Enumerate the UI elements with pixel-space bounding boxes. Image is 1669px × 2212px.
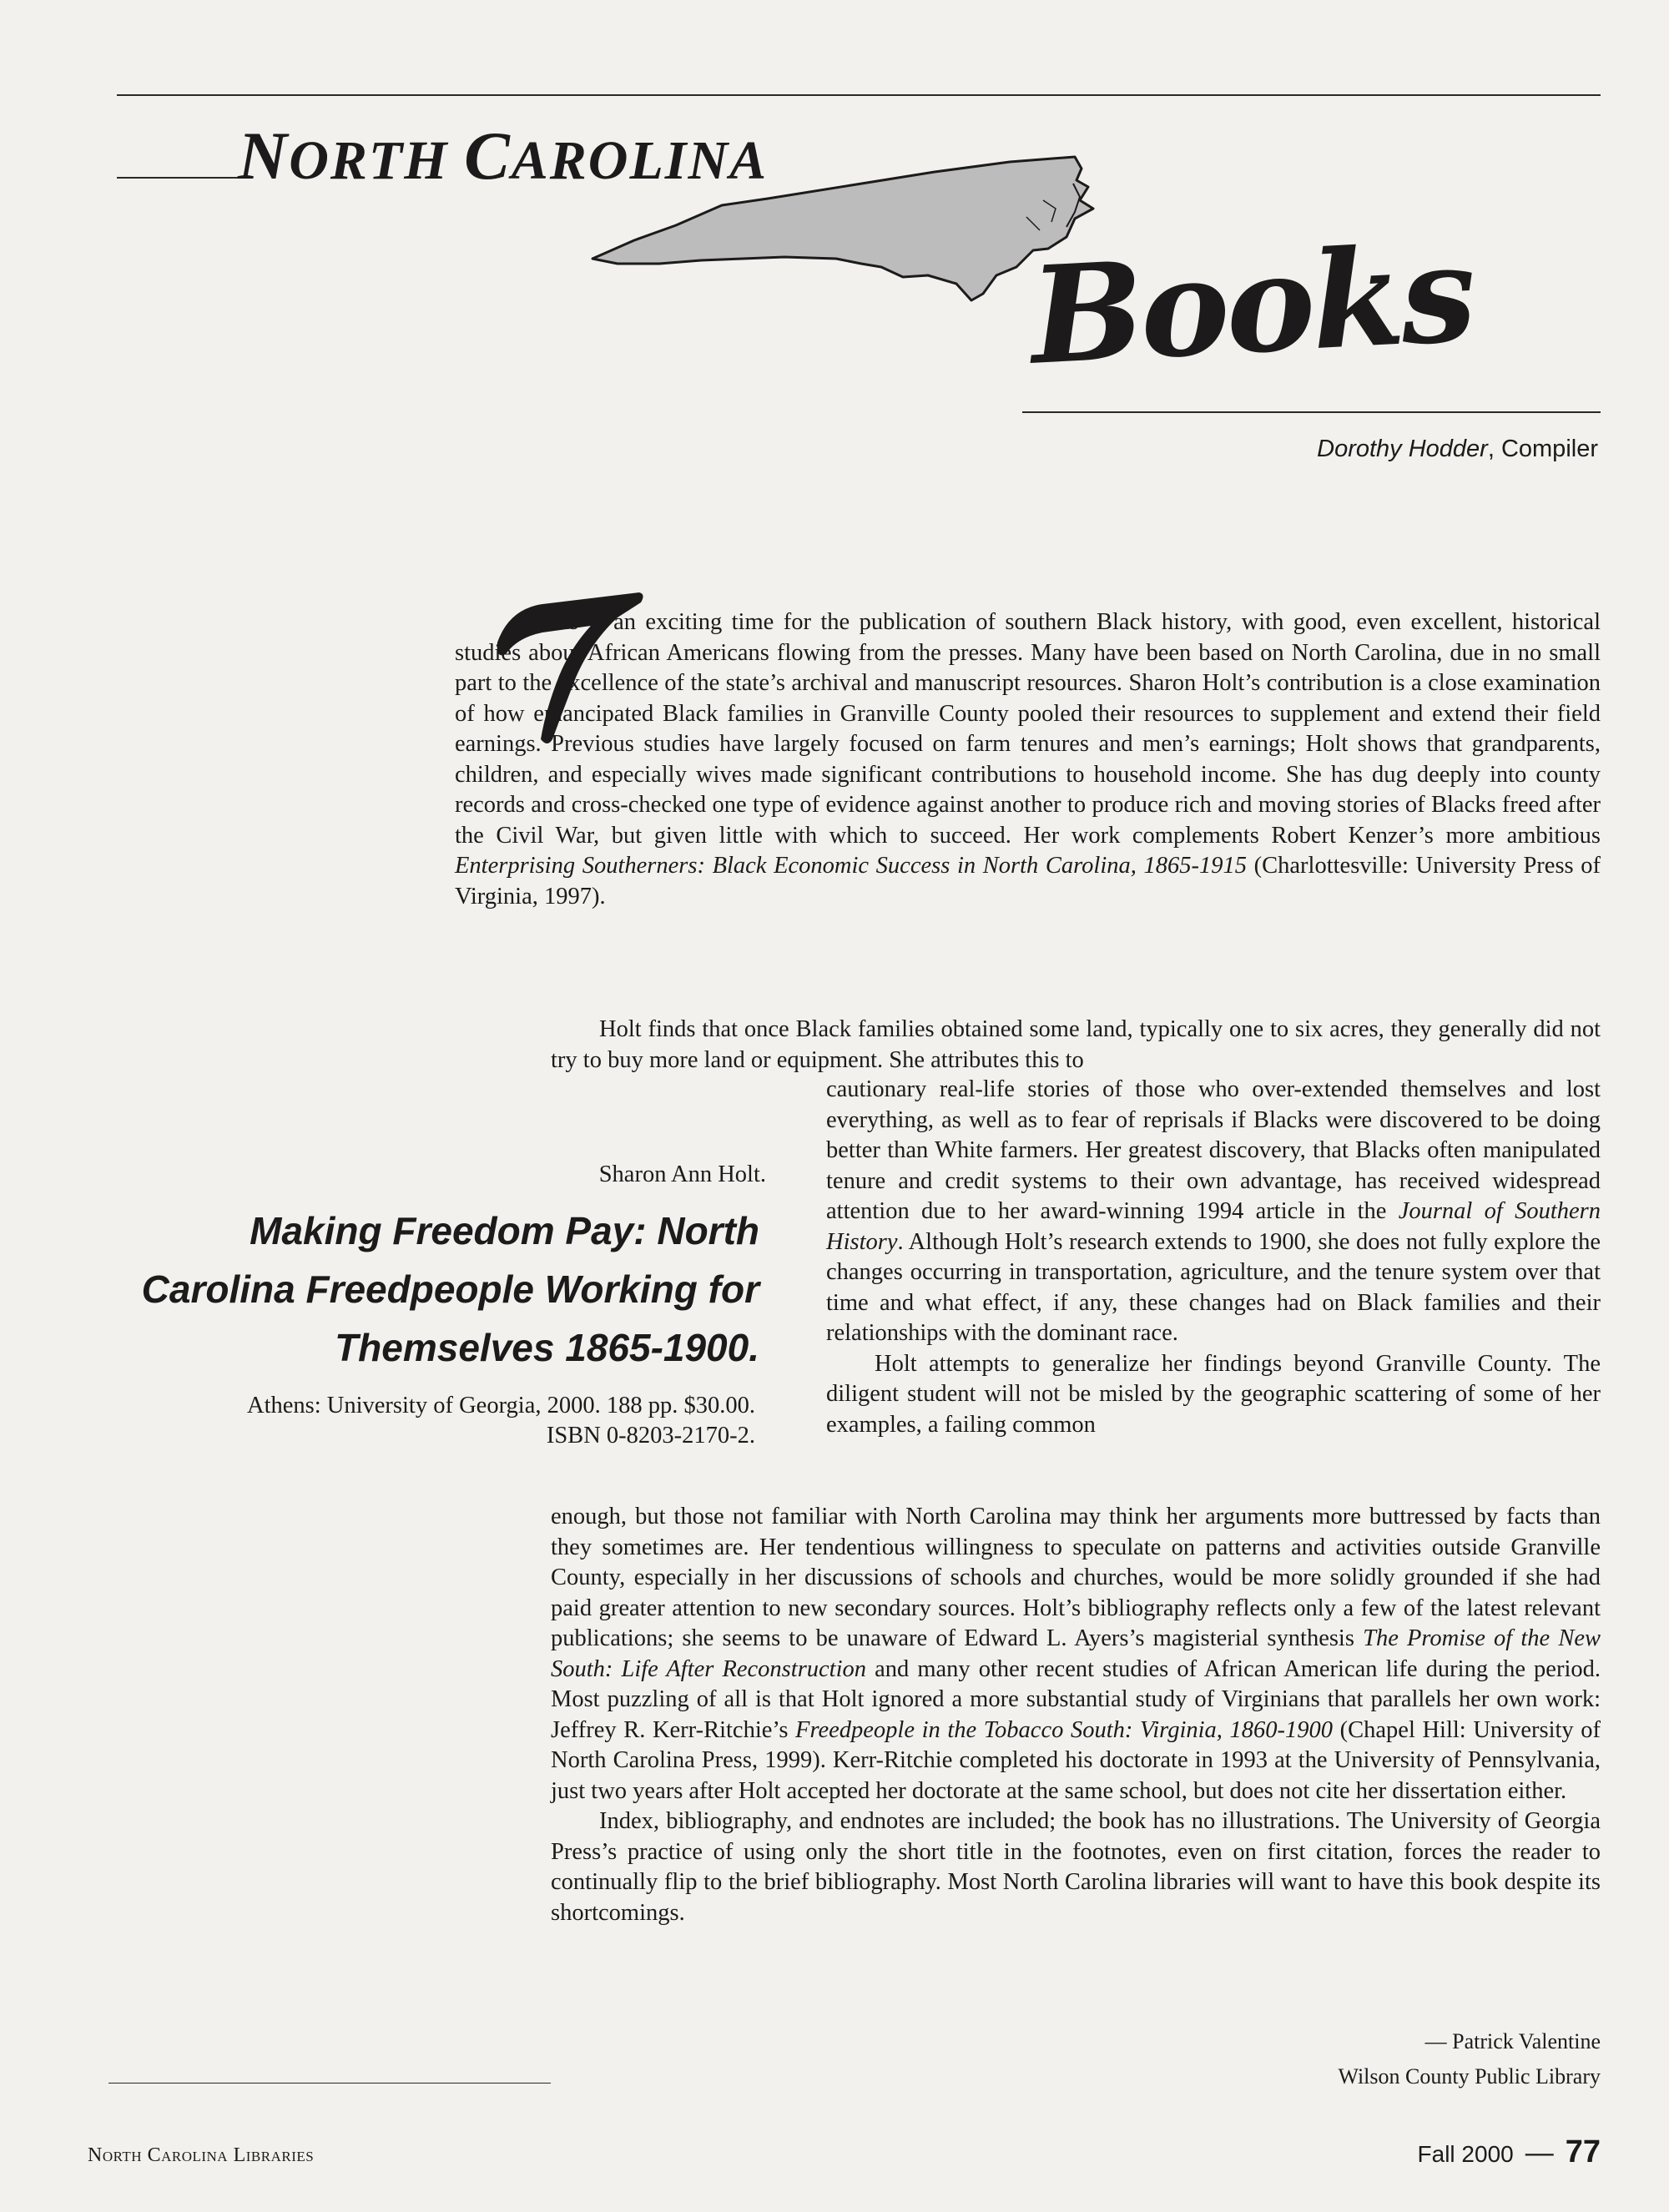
masthead-title: NORTH CAROLINA — [238, 118, 769, 194]
review-p4: Index, bibliography, and endnotes are included; the book has no illustrations. The University of Georgia Press’s practice of using only the short title in the footnotes, even on first citation, forces the reader to continually flip to the brief bibliography. Most North Carolina libraries will want to have this book despite its shortcomings. — [551, 1808, 1601, 1926]
review-right-column — [826, 1075, 1601, 1440]
publication-info — [247, 1391, 755, 1451]
book-title-line-2: Carolina Freedpeople Working for — [141, 1267, 759, 1311]
compiler-name: Dorothy Hodder — [1317, 436, 1488, 462]
reviewer-name: — Patrick Valentine — [1424, 2029, 1601, 2053]
footer-dash: — — [1525, 2137, 1554, 2169]
review-p3-cited-title-a: The Promise of the New South: Life After Reconstruction — [551, 1625, 1601, 1682]
publication-line-1: Athens: University of Georgia, 2000. 188 pp. $30.00. — [247, 1393, 755, 1418]
review-p2-journal: Journal of Southern History — [826, 1198, 1601, 1255]
review-p3-cited-title-b: Freedpeople in the Tobacco South: Virginia, 1860-1900 — [795, 1716, 1334, 1743]
review-p3-c: (Chapel Hill: University of North Carolina Press, 1999). Kerr-Ritchie completed his doctorate in 1993 at the University of Pennsylvania, just two years after Holt accepted her doctorate at the same school, but does not cite her dissertation either. — [551, 1716, 1601, 1804]
top-rule — [117, 94, 1601, 96]
compiler-role: , Compiler — [1487, 436, 1598, 462]
footer-journal-name: North Carolina Libraries — [88, 2144, 315, 2166]
review-p1-lead: his is an exciting time for the publication of southern Black history, with good, even excellent, historical studies about African Americans flowing from the presses. Many have been based on North Carolina, due in no small part to the excellence of the state’s archival and manuscript resources. Sharon Holt’s contribution is a close examination of how emancipated Black families in Granville County pooled their resources to supplement and extend their field earnings. Previous studies have largely focused on farm tenures and men’s earnings; Holt shows that grandparents, children, and especially wives made significant contributions to household income. She has dug deeply into county records and cross-checked one type of evidence against another to produce rich and moving stories of Blacks freed after the Civil War, but given little with which to succeed. Her work complements Robert Kenzer’s more ambitious — [455, 609, 1601, 849]
review-paragraph-3-4 — [551, 1502, 1601, 1928]
masthead-bottom-rule — [1022, 411, 1601, 413]
review-paragraph-2-start — [551, 1015, 1601, 1076]
review-p2-col-b: . Although Holt’s research extends to 1900, she does not fully explore the changes occurring in transportation, agriculture, and the tenure system over that time and what effect, if any, these changes had on Black families and their relationships with the dominant race. — [826, 1228, 1601, 1346]
book-title — [79, 1202, 759, 1377]
book-title-line-3: Themselves 1865-1900. — [335, 1326, 759, 1369]
review-p3-b: and many other recent studies of African American life during the period. Most puzzling of all is that Holt ignored a more substantial study of Virginians that parallels her own work: Jeffrey R. Kerr-Ritchie’s — [551, 1655, 1601, 1743]
review-p2-full-width: Holt finds that once Black families obtained some land, typically one to six acres, they generally did not try to buy more land or equipment. She attributes this to — [551, 1016, 1601, 1073]
sidebar-bottom-rule — [108, 2083, 551, 2084]
review-paragraph-1 — [455, 607, 1601, 912]
publication-isbn: ISBN 0-8203-2170-2. — [546, 1423, 755, 1449]
footer-issue: Fall 2000 — [1417, 2141, 1514, 2167]
review-p1-tail: (Charlottesville: University Press of Virginia, 1997). — [455, 853, 1601, 909]
book-author: Sharon Ann Holt. — [598, 1161, 766, 1187]
review-p3-col: Holt attempts to generalize her findings beyond Granville County. The diligent student will not be misled by the geographic scattering of some of her examples, a failing common — [826, 1350, 1601, 1438]
review-p1-cited-title: Enterprising Southerners: Black Economic Success in North Carolina, 1865-1915 — [455, 853, 1248, 879]
masthead-left-rule — [117, 177, 242, 179]
review-p2-col-a: cautionary real-life stories of those who over-extended themselves and lost everything, as well as to fear of reprisals if Blacks were discovered to be doing better than White farmers. Her greatest discovery, that Blacks often manipulated tenure and credit systems to their own advantage, has received widespread attention due to her award-winning 1994 article in the — [826, 1076, 1601, 1224]
page-number: 77 — [1565, 2134, 1601, 2169]
compiler-credit — [1317, 436, 1598, 463]
books-wordmark: Books — [1026, 214, 1477, 395]
reviewer-signature — [1338, 2024, 1601, 2094]
footer-issue-page — [1418, 2134, 1601, 2170]
reviewer-affiliation: Wilson County Public Library — [1338, 2064, 1601, 2089]
review-p3-a: enough, but those not familiar with North Carolina may think her arguments more buttressed by facts than they sometimes are. Her tendentious willingness to speculate on patterns and activities outside Granville County, especially in her discussions of schools and churches, would be more solidly grounded if she had paid greater attention to new secondary sources. Holt’s bibliography reflects only a few of the latest relevant publications; she seems to be unaware of Edward L. Ayers’s magisterial synthesis — [551, 1504, 1601, 1651]
book-title-line-1: Making Freedom Pay: North — [250, 1209, 759, 1252]
